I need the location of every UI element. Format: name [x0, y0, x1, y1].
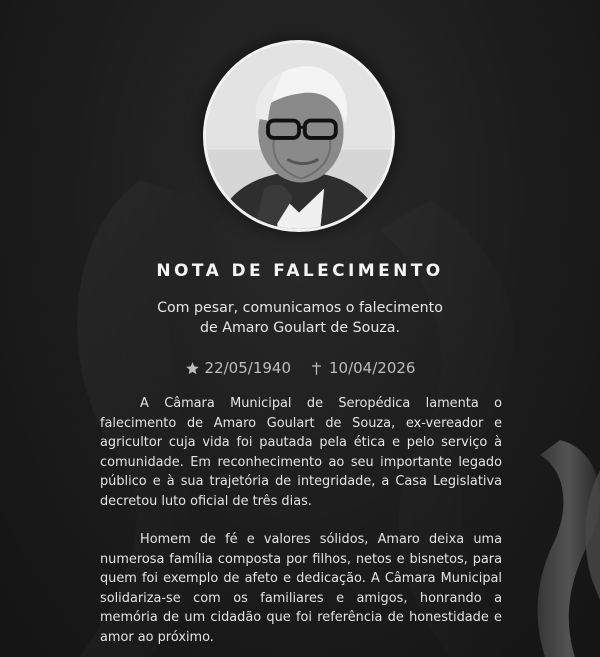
- star-icon: [185, 361, 200, 376]
- life-dates: [0, 359, 600, 377]
- death-date-group: [309, 359, 415, 377]
- paragraph-family: Homem de fé e valores sólidos, Amaro deixa uma numerosa família composta por filhos, netos e bisnetos, para quem foi exemplo de afeto e dedicação. A Câmara Municipal solidariza-se com os familiares e amigos, honrando a memória de um cidadão que foi referência de honestidade e amor ao próximo.: [100, 532, 502, 645]
- paragraph-tribute: A Câmara Municipal de Seropédica lamenta o falecimento de Amaro Goulart de Souza, ex-vereador e agricultor cuja vida foi pautada pela ética e pelo serviço à comunidade. Em reconhecimento ao seu importante legado público e à sua trajetória de integridade, a Casa Legislativa decretou luto oficial de três dias.: [100, 396, 502, 509]
- deceased-portrait-photo: [203, 40, 395, 232]
- subtitle-line-2: de Amaro Goulart de Souza.: [200, 320, 400, 336]
- page-title: NOTA DE FALECIMENTO: [156, 261, 444, 281]
- cross-icon: [309, 361, 324, 376]
- birth-date: 22/05/1940: [204, 359, 291, 377]
- subtitle-line-1: Com pesar, comunicamos o falecimento: [157, 300, 443, 316]
- death-date: 10/04/2026: [329, 359, 416, 377]
- subtitle: [0, 298, 600, 338]
- birth-date-group: [185, 359, 291, 377]
